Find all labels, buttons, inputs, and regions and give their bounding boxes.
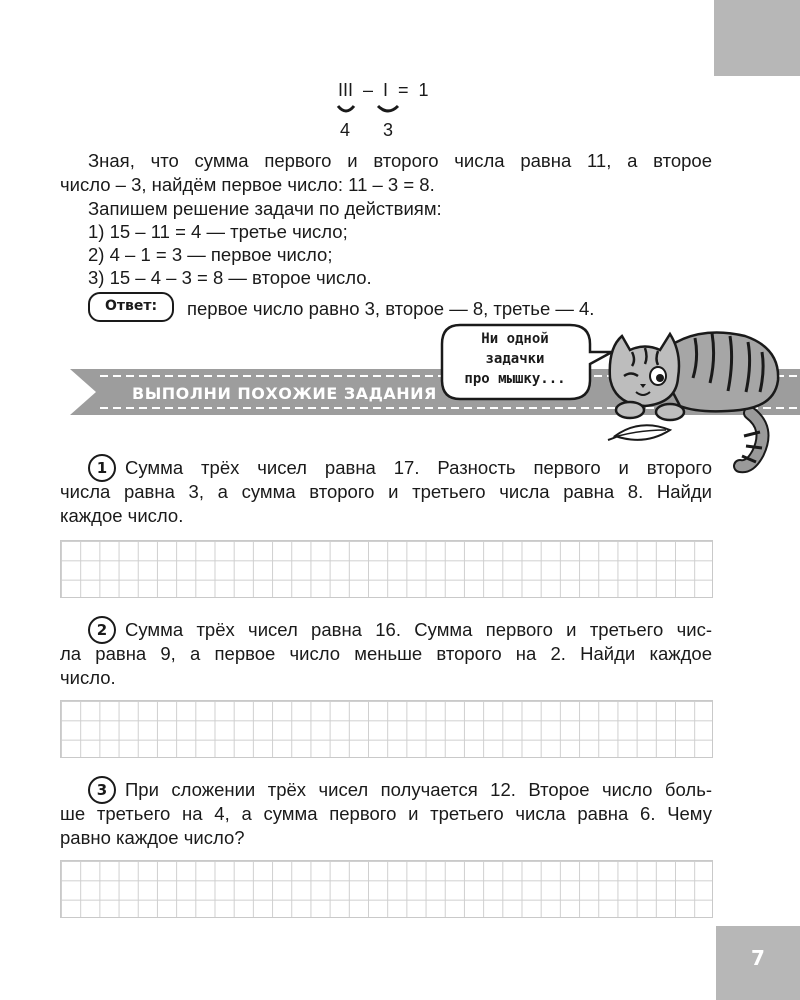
task-text-line: При сложении трёх чисел получается 12. Второе число боль- [125, 779, 712, 800]
task-number-badge: 1 [88, 454, 116, 482]
answer-label: Ответ: [88, 292, 174, 322]
corner-tab [714, 0, 800, 76]
scheme-sum-right: 3 [383, 120, 394, 140]
solution-step: 1) 15 – 11 = 4 — третье число; [88, 221, 348, 242]
scheme-equation: III – I = 1 [338, 80, 429, 100]
task-text-line: ше третьего на 4, а сумма первого и третьего числа равна 6. Чему [60, 803, 712, 824]
section-title: ВЫПОЛНИ ПОХОЖИЕ ЗАДАНИЯ [132, 384, 437, 403]
bubble-line: Ни одной [481, 331, 549, 347]
explanation-line-1: Зная, что сумма первого и второго числа равна 11, а второе [88, 150, 712, 171]
task-number-badge: 3 [88, 776, 116, 804]
answer-grid[interactable] [60, 700, 713, 758]
task-number-badge: 2 [88, 616, 116, 644]
cat-illustration [600, 318, 790, 478]
answer-grid[interactable] [60, 540, 713, 598]
task-text-line: равно каждое число? [60, 827, 245, 848]
bubble-line: задачки [485, 351, 545, 367]
task-text-line: Сумма трёх чисел равна 16. Сумма первого и третьего чис- [125, 619, 712, 640]
page-number-box [716, 926, 800, 1000]
speech-bubble [440, 322, 615, 402]
answer-text: первое число равно 3, второе — 8, третье — 4. [187, 298, 595, 319]
solution-step: 3) 15 – 4 – 3 = 8 — второе число. [88, 267, 372, 288]
equation-scheme [330, 78, 440, 144]
explanation-line-2: число – 3, найдём первое число: 11 – 3 = 8. [60, 174, 435, 195]
task-text-line: ла равна 9, а первое число меньше второго на 2. Найди каждое [60, 643, 712, 664]
bubble-line: про мышку... [464, 371, 566, 387]
scheme-sum-left: 4 [340, 120, 351, 140]
explanation-line-3: Запишем решение задачи по действиям: [88, 198, 442, 219]
answer-grid[interactable] [60, 860, 713, 918]
task-text-line: числа равна 3, а сумма второго и третьего числа равна 8. Найди [60, 481, 712, 502]
page-number: 7 [751, 946, 765, 970]
task-text-line: число. [60, 667, 116, 688]
solution-step: 2) 4 – 1 = 3 — первое число; [88, 244, 333, 265]
task-text-line: Сумма трёх чисел равна 17. Разность первого и второго [125, 457, 712, 478]
task-text-line: каждое число. [60, 505, 184, 526]
